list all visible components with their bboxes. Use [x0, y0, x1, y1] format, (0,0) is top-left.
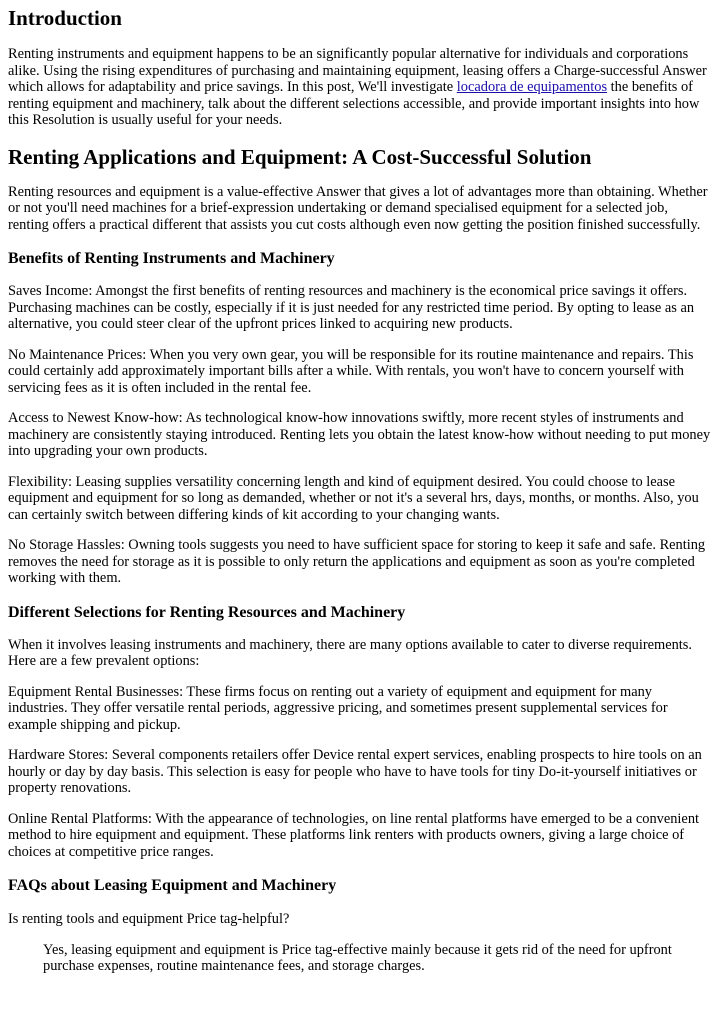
article — [0, 6, 720, 975]
benefit-newest-technology: Access to Newest Know-how: As technological know-how innovations swiftly, more recent styles of instruments and machinery are consistently staying introduced. Renting lets you obtain the latest know-how without needing to put money into upgrading your own products. — [8, 410, 711, 459]
benefit-no-storage: No Storage Hassles: Owning tools suggests you need to have sufficient space for storing to keep it safe and safe. Renting removes the need for storage as it is possible to only return the applications and equipment as soon as you're completed working with them. — [8, 537, 706, 586]
faq-question: Is renting tools and equipment Price tag-helpful? — [8, 911, 290, 927]
faqs-heading: FAQs about Leasing Equipment and Machinery — [8, 877, 337, 894]
intro-heading: Introduction — [8, 6, 122, 30]
intro-text-after-link: the benefits of renting equipment and machinery, talk about the different selections accessible, and provide important insights into how this Resolution is usually useful for your needs. — [8, 79, 700, 128]
selection-hardware-stores: Hardware Stores: Several components retailers offer Device rental expert services, enabling prospects to hire tools on an hourly or day by day basis. This selection is easy for people who have to have tools for tiny Do-it-yourself initiatives or property renovations. — [8, 747, 702, 796]
selection-rental-businesses: Equipment Rental Businesses: These firms focus on renting out a variety of equipment and equipment for many industries. They offer versatile rental periods, aggressive pricing, and sometimes present supplemental services for example shipping and pickup. — [8, 683, 668, 733]
faq-answer: Yes, leasing equipment and equipment is Price tag-effective mainly because it gets rid of the need for upfront purchase expenses, routine maintenance fees, and storage charges. — [43, 941, 672, 974]
benefit-saves-income: Saves Income: Amongst the first benefits of renting resources and machinery is the economical price savings it offers. Purchasing machines can be costly, especially if it is just needed for any restricted time period. By opting to lease as an alternative, you could steer clear of the upfront prices linked to acquiring new products. — [8, 283, 695, 332]
selection-online-platforms: Online Rental Platforms: With the appearance of technologies, on line rental platforms have emerged to be a convenient method to hire equipment and equipment. These platforms link renters with products owners, giving a large choice of choices at competitive price ranges. — [8, 810, 700, 860]
section-renting-paragraph: Renting resources and equipment is a value-effective Answer that gives a lot of advantages more than obtaining. Whether or not you'll need machines for a brief-expression undertaking or demand specialised equipment for a selected job, renting offers a practical different that assists you cut costs although even now getting the position finished successfully. — [8, 183, 708, 233]
benefit-no-maintenance: No Maintenance Prices: When you very own gear, you will be responsible for its routine maintenance and repairs. This could certainly add approximately important bills after a while. With rentals, you won't have to concern yourself with servicing fees as it is often included in the rental fee. — [8, 346, 694, 396]
selections-heading: Different Selections for Renting Resources and Machinery — [8, 603, 406, 621]
benefits-heading: Benefits of Renting Instruments and Machinery — [8, 250, 335, 267]
section-heading-renting: Renting Applications and Equipment: A Cost-Successful Solution — [8, 144, 592, 169]
intro-text-before-link: Renting instruments and equipment happens to be an significantly popular alternative for individuals and corporations alike. Using the rising expenditures of purchasing and maintaining equipment, leasing offers a Charge-successful Answer which allows for adaptability and price savings. In this post, We'll investigate — [8, 46, 707, 95]
intro-paragraph — [8, 46, 712, 129]
selections-intro: When it involves leasing instruments and machinery, there are many options available to cater to diverse requirements. Here are a few prevalent options: — [8, 636, 692, 669]
locadora-link[interactable]: locadora de equipamentos — [456, 79, 608, 95]
benefit-flexibility: Flexibility: Leasing supplies versatility concerning length and kind of equipment desired. You could choose to lease equipment and equipment for so long as demanded, whether or not it's a several hrs, days, months, or months. Also, you can certainly switch between differing kinds of kit according to your changing wants. — [8, 473, 699, 523]
